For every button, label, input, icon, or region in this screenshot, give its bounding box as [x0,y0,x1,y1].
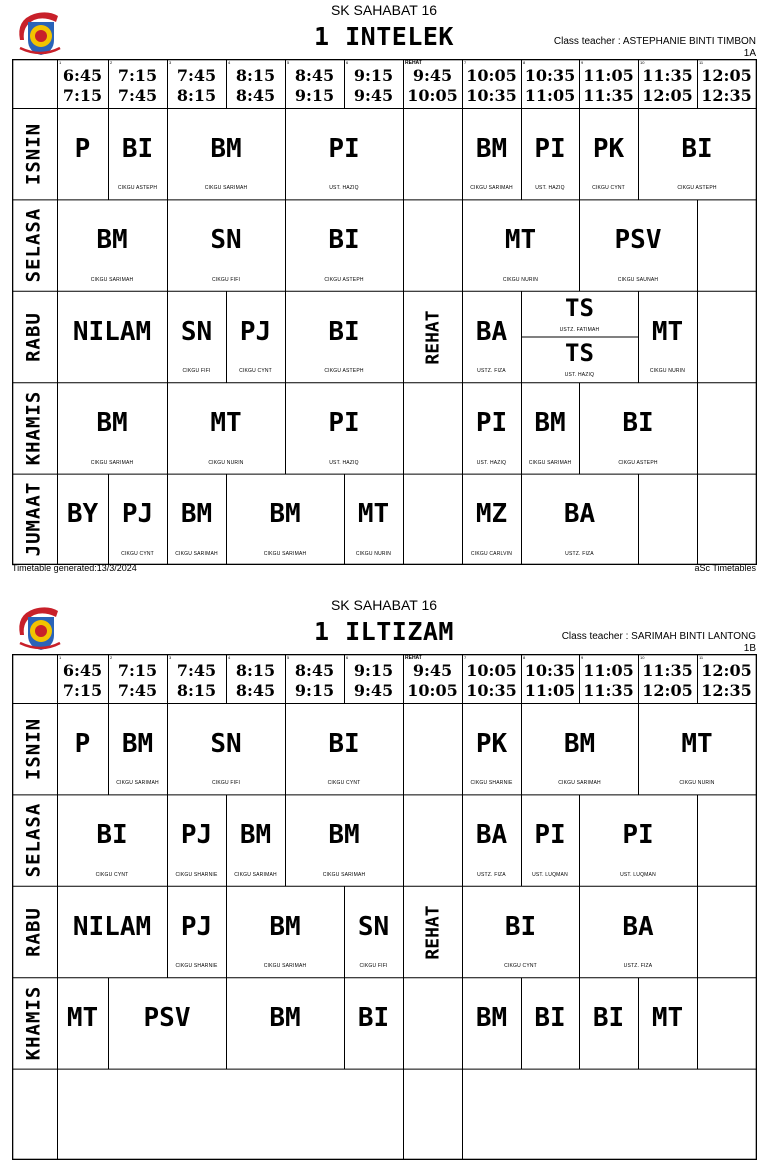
day-label [23,1069,47,1160]
lesson-subject[interactable]: PJ [180,820,213,851]
lesson-teacher: CIKGU SARIMAH [558,780,601,787]
timeslot-header [462,654,521,703]
generated-date: Timetable generated:13/3/2024 [12,563,137,573]
timeslot-header [167,59,226,108]
timeslot-number: 10 [640,60,645,65]
timeslot-time: 8:45 9:15 [294,66,335,105]
lesson-subject[interactable]: BM [269,1002,301,1033]
lesson-teacher: USTZ. FIZA [565,551,594,557]
timeslot-header [579,654,638,703]
lesson-teacher: CIKGU SHARNIE [175,963,218,970]
lesson-subject[interactable]: PJ [239,316,272,347]
timeslot-number: 5 [287,60,290,65]
timeslot-header [167,654,226,703]
timeslot-number: 5 [287,655,290,660]
timeslot-time: 10:05 10:35 [466,661,517,700]
lesson-teacher: CIKGU FIFI [359,963,388,970]
lesson-teacher: CIKGU FIFI [211,780,241,787]
timeslot-number: 11 [699,60,704,65]
lesson-subject[interactable]: BM [269,499,301,530]
timeslot-time: 12:05 12:35 [701,66,752,105]
lesson-teacher: CIKGU SARIMAH [263,551,307,557]
timeslot-time: 7:45 8:15 [176,66,217,105]
lesson-subject[interactable]: PK [592,133,625,164]
lesson-subject[interactable]: BI [681,133,713,164]
timeslot-time: 8:15 8:45 [235,661,276,700]
lesson-teacher: CIKGU SARIMAH [116,780,159,787]
lesson-subject[interactable]: BM [180,499,213,530]
timeslot-header [403,59,462,108]
timeslot-header [638,59,697,108]
timeslot-time: 9:15 9:45 [353,66,394,105]
lesson-subject[interactable]: BM [121,728,154,759]
class-code: 1A [743,48,756,59]
lesson-teacher: USTZ. FATIMAH [559,326,600,333]
lesson-teacher: CIKGU CYNT [95,871,129,878]
timeslot-number: 6 [346,60,349,65]
timeslot-header [57,59,108,108]
lesson-teacher: CIKGU SARIMAH [90,276,134,283]
lesson-subject[interactable]: BI [592,1002,625,1033]
lesson-subject[interactable]: BA [475,316,508,347]
lesson-subject[interactable]: BI [534,1002,566,1033]
lesson-teacher: CIKGU CYNT [504,963,537,970]
day-label: RABU [22,311,45,362]
lesson-subject[interactable]: BA [475,820,508,851]
timeslot-number: 2 [110,655,113,660]
lesson-teacher: CIKGU NURIN [355,551,392,557]
lesson-subject[interactable]: BA [622,911,654,942]
lesson-teacher: CIKGU NURIN [679,780,715,787]
timeslot-time: 7:15 7:45 [117,661,158,700]
lesson-subject[interactable]: PJ [180,911,213,942]
timeslot-time: 9:15 9:45 [353,661,394,700]
timeslot-time: 6:45 7:15 [62,661,103,700]
lesson-subject[interactable]: PI [475,407,508,438]
timeslot-number: 10 [640,655,645,660]
timeslot-number: 3 [169,60,172,65]
timeslot-time: 10:35 11:05 [524,66,576,105]
lesson-subject[interactable]: NILAM [72,911,152,942]
lesson-subject[interactable]: MT [651,316,684,347]
lesson-teacher: CIKGU SARIMAH [528,459,572,466]
lesson-subject[interactable]: BM [328,820,360,851]
lesson-subject[interactable]: BI [328,225,360,256]
lesson-teacher: CIKGU FIFI [211,276,241,283]
lesson-subject[interactable]: TS [565,339,594,368]
class-title: 1 INTELEK [314,22,454,51]
lesson-subject[interactable]: BI [121,133,154,164]
lesson-subject[interactable]: PK [475,728,508,759]
class-code: 1B [743,643,756,654]
timeslot-header [226,654,285,703]
timeslot-header [403,654,462,703]
lesson-teacher: UST. HAZIQ [476,459,507,466]
lesson-subject[interactable]: PI [328,133,360,164]
lesson-subject[interactable]: BI [504,911,537,942]
timeslot-number: 11 [699,655,704,660]
lesson-subject[interactable]: MT [66,1002,99,1033]
timeslot-time: 11:05 11:35 [583,661,634,700]
timeslot-number: 4 [228,60,231,65]
timeslot-number: 2 [110,60,113,65]
lesson-teacher: CIKGU SARIMAH [322,871,366,878]
timeslot-header [521,654,579,703]
timeslot-header [57,654,108,703]
timeslot-time: 9:45 10:05 [407,66,458,105]
lesson-subject[interactable]: BM [96,407,128,438]
lesson-teacher: CIKGU CARLVIN [470,551,513,557]
timeslot-time: 11:35 12:05 [642,66,693,105]
school-name: SK SAHABAT 16 [330,2,438,18]
day-label: JUMAAT [22,481,45,557]
lesson-teacher: CIKGU NURIN [502,276,539,283]
lesson-teacher: CIKGU ASTEPH [117,185,158,192]
timeslot-time: 8:15 8:45 [235,66,276,105]
school-name: SK SAHABAT 16 [330,597,438,613]
timeslot-number: 6 [346,655,349,660]
lesson-subject[interactable]: BI [328,728,360,759]
lesson-subject[interactable]: PI [622,820,654,851]
lesson-subject[interactable]: SN [210,728,242,759]
lesson-subject[interactable]: MT [210,407,242,438]
timeslot-header [579,59,638,108]
lesson-subject[interactable]: BY [66,499,99,530]
lesson-teacher: CIKGU NURIN [208,459,244,466]
lesson-teacher: UST. LUQMAN [620,871,656,878]
timeslot-number: 7 [464,60,467,65]
timeslot-time: 8:45 9:15 [294,661,335,700]
class-title: 1 ILTIZAM [314,617,454,646]
day-label: RABU [22,906,45,957]
lesson-teacher: CIKGU FIFI [182,368,211,375]
software-credit: aSc Timetables [694,563,756,573]
lesson-subject[interactable]: BA [563,499,596,530]
timeslot-header [285,654,344,703]
timeslot-number: 7 [464,655,467,660]
timeslot-time: 12:05 12:35 [701,661,752,700]
timeslot-time: 6:45 7:15 [62,66,103,105]
lesson-subject[interactable]: MT [504,225,537,256]
lesson-teacher: CIKGU CYNT [327,780,361,787]
lesson-subject[interactable]: PJ [121,499,154,530]
lesson-subject[interactable]: PI [534,133,566,164]
lesson-subject[interactable]: PI [534,820,566,851]
lesson-subject[interactable]: BI [357,1002,390,1033]
lesson-subject[interactable]: BM [239,820,272,851]
lesson-teacher: CIKGU CYNT [592,185,625,192]
lesson-subject[interactable]: BM [534,407,566,438]
timeslot-header [344,654,403,703]
rehat-label: REHAT [422,904,443,960]
class-teacher: Class teacher : SARIMAH BINTI LANTONG [561,631,756,642]
timeslot-number: 8 [523,655,526,660]
timeslot-number: 1 [59,655,62,660]
lesson-teacher: CIKGU SARIMAH [470,185,513,192]
day-label: KHAMIS [22,985,45,1061]
timeslot-time: 11:05 11:35 [583,66,634,105]
timeslot-header [226,59,285,108]
class-teacher: Class teacher : ASTEPHANIE BINTI TIMBON [553,36,756,47]
timeslot-number: 3 [169,655,172,660]
lesson-teacher: UST. HAZIQ [329,459,359,466]
lesson-subject[interactable]: MT [651,1002,684,1033]
lesson-subject[interactable]: PSV [143,1002,191,1033]
timeslot-number: 9 [581,655,584,660]
lesson-subject[interactable]: BI [328,316,360,347]
timeslot-header [697,59,756,108]
lesson-subject[interactable]: PI [328,407,360,438]
timeslot-header [285,59,344,108]
lesson-teacher: CIKGU SHARNIE [470,780,513,787]
timeslot-number: 9 [581,60,584,65]
timeslot-header [521,59,579,108]
lesson-subject[interactable]: BM [475,133,508,164]
timeslot-number: 1 [59,60,62,65]
lesson-teacher: CIKGU CYNT [239,368,272,375]
lesson-teacher: CIKGU SHARNIE [175,871,218,878]
lesson-teacher: UST. HAZIQ [564,372,595,379]
timeslot-header [108,654,167,703]
day-label: ISNIN [22,717,45,780]
lesson-teacher: CIKGU CYNT [121,551,154,557]
timeslot-time: 9:45 10:05 [407,661,458,700]
lesson-teacher: CIKGU ASTEPH [324,368,364,375]
lesson-subject[interactable]: P [74,728,91,759]
lesson-teacher: CIKGU SARIMAH [90,459,134,466]
timeslot-time: 7:15 7:45 [117,66,158,105]
lesson-teacher: CIKGU ASTEPH [618,459,658,466]
timeslot-time: 10:05 10:35 [466,66,517,105]
lesson-subject[interactable]: BM [96,225,128,256]
day-label: KHAMIS [22,390,45,466]
lesson-subject[interactable]: MT [681,728,713,759]
lesson-teacher: CIKGU SAUNAH [617,276,659,283]
rehat-label: REHAT [422,309,443,365]
day-label: SELASA [22,207,45,283]
lesson-subject[interactable]: PSV [614,225,662,256]
lesson-subject[interactable]: NILAM [72,316,152,347]
lesson-teacher: USTZ. FIZA [623,963,653,970]
timeslot-header [638,654,697,703]
lesson-subject[interactable]: BM [210,133,242,164]
timeslot-header [344,59,403,108]
lesson-teacher: USTZ. FIZA [477,871,506,878]
timetable-grid [12,654,757,1160]
lesson-subject[interactable]: SN [210,225,242,256]
lesson-teacher: CIKGU NURIN [649,368,686,375]
timeslot-header [697,654,756,703]
timeslot-number: REHAT [405,655,422,661]
timeslot-time: 7:45 8:15 [176,661,217,700]
lesson-teacher: UST. LUQMAN [532,871,568,878]
timeslot-header [462,59,521,108]
lesson-teacher: CIKGU SARIMAH [234,871,277,878]
lesson-teacher: CIKGU SARIMAH [204,185,248,192]
timeslot-number: 8 [523,60,526,65]
day-label: SELASA [22,802,45,878]
timeslot-header [108,59,167,108]
lesson-teacher: CIKGU SARIMAH [263,963,307,970]
lesson-subject[interactable]: BI [96,820,128,851]
lesson-subject[interactable]: SN [357,911,390,942]
timeslot-number: 4 [228,655,231,660]
lesson-subject[interactable]: BM [269,911,301,942]
lesson-subject[interactable]: TS [565,293,594,322]
lesson-teacher: USTZ. FIZA [477,368,506,375]
lesson-subject[interactable]: BM [475,1002,508,1033]
lesson-subject[interactable]: BM [563,728,596,759]
lesson-subject[interactable]: P [74,133,91,164]
lesson-teacher: UST. HAZIQ [329,185,359,192]
lesson-subject[interactable]: MZ [475,499,508,530]
day-label: ISNIN [22,122,45,185]
timeslot-time: 11:35 12:05 [642,661,693,700]
lesson-subject[interactable]: SN [180,316,213,347]
lesson-teacher: CIKGU ASTEPH [677,185,717,192]
timetable-grid [12,59,757,565]
lesson-subject[interactable]: MT [357,499,390,530]
lesson-teacher: CIKGU SARIMAH [175,551,218,557]
timeslot-number: REHAT [405,60,422,66]
timeslot-time: 10:35 11:05 [524,661,576,700]
lesson-teacher: UST. HAZIQ [535,185,565,192]
lesson-teacher: CIKGU ASTEPH [324,276,364,283]
lesson-subject[interactable]: BI [622,407,654,438]
